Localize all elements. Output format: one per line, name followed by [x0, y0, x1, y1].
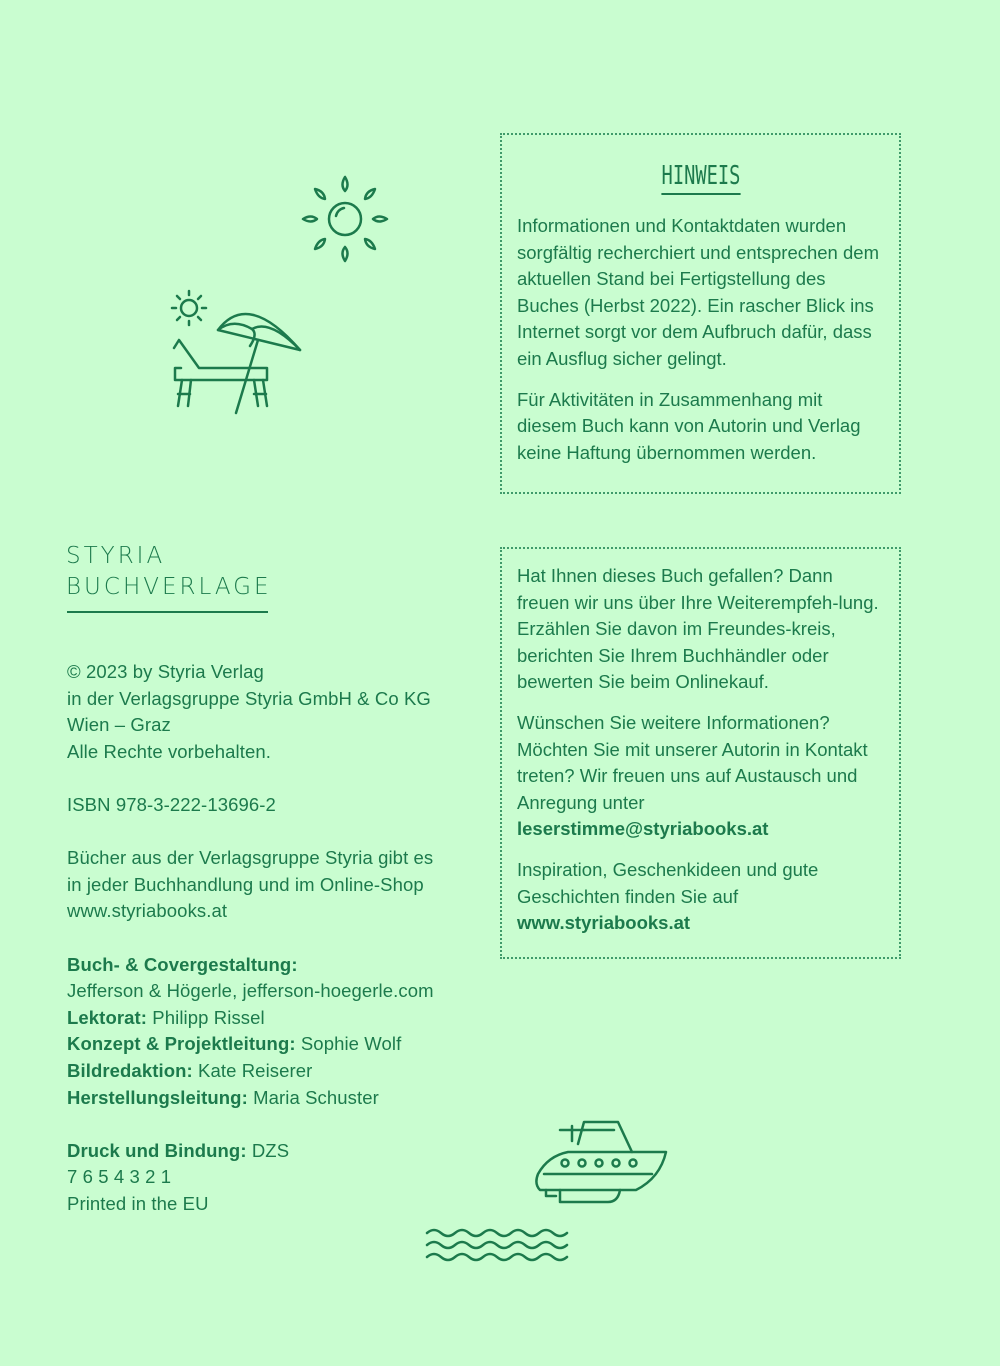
- publisher-logo: [66, 541, 272, 603]
- publisher-line-1: STYRIA: [66, 543, 166, 569]
- imprint: [67, 659, 487, 1217]
- credit-design-label-line: Buch- & Covergestaltung:: [67, 953, 298, 975]
- shop-line-1: Bücher aus der Verlagsgruppe Styria gibt es: [67, 847, 434, 869]
- feedback-box: [500, 547, 901, 959]
- group-line: in der Verlagsgruppe Styria GmbH & Co KG: [67, 687, 431, 709]
- feedback-url[interactable]: www.styriabooks.at: [517, 912, 691, 934]
- shop-line-2: in jeder Buchhandlung und im Online-Shop: [67, 873, 424, 895]
- isbn-line: ISBN 978-3-222-13696-2: [67, 793, 276, 815]
- publisher-line-2: BUCHVERLAGE: [66, 574, 272, 600]
- beach-chair-umbrella-icon: [166, 288, 306, 418]
- feedback-paragraph-1: Hat Ihnen dieses Buch gefallen? Dann freuen wir uns über Ihre Weiterempfeh-lung. Erzählen Sie davon im Freundes-kreis, berichten Sie Ihrem Buchhändler oder bewerten Sie beim Onlinekauf.: [517, 565, 879, 693]
- notice-paragraph-1: Informationen und Kontaktdaten wurden sorgfältig recherchiert und entsprechen dem aktuellen Stand bei Fertigstellung des Buches (Herbst 2022). Ein rascher Blick ins Internet sorgt vor dem Aufbruch dafür, dass ein Ausflug sicher gelingt.: [517, 215, 879, 369]
- credit-design-value-line: Jefferson & Högerle, jefferson-hoegerle.com: [67, 980, 434, 1002]
- print-line: Druck und Bindung: DZS: [67, 1139, 290, 1161]
- publisher-rule: [67, 611, 268, 613]
- credit-picture-line: Bildredaktion: Kate Reiserer: [67, 1059, 313, 1081]
- copyright-line: © 2023 by Styria Verlag: [67, 661, 264, 682]
- notice-paragraph-2: Für Aktivitäten in Zusammenhang mit diesem Buch kann von Autorin und Verlag keine Haftung übernommen werden.: [517, 388, 861, 463]
- sun-icon: [298, 172, 398, 272]
- print-run-line: 7 6 5 4 3 2 1: [67, 1166, 172, 1188]
- feedback-email[interactable]: leserstimme@styriabooks.at: [517, 818, 769, 840]
- credit-editing-line: Lektorat: Philipp Rissel: [67, 1006, 265, 1028]
- notice-box: [500, 133, 901, 494]
- shop-line-3: www.styriabooks.at: [67, 900, 228, 922]
- feedback-paragraph-2: Wünschen Sie weitere Informationen? Möchten Sie mit unserer Autorin in Kontakt treten? Wir freuen uns auf Austausch und Anregung unter leserstimme@styriabooks.at: [517, 711, 868, 840]
- feedback-paragraph-3: Inspiration, Geschenkideen und gute Geschichten finden Sie auf www.styriabooks.at: [517, 858, 819, 934]
- cities-line: Wien – Graz: [67, 714, 171, 736]
- boat-icon: [532, 1116, 672, 1206]
- waves-icon: [425, 1225, 565, 1265]
- printed-in-line: Printed in the EU: [67, 1192, 209, 1214]
- rights-line: Alle Rechte vorbehalten.: [67, 740, 271, 762]
- notice-title: HINWEIS: [569, 161, 834, 191]
- credit-production-line: Herstellungsleitung: Maria Schuster: [67, 1086, 379, 1108]
- credit-concept-line: Konzept & Projektleitung: Sophie Wolf: [67, 1033, 402, 1055]
